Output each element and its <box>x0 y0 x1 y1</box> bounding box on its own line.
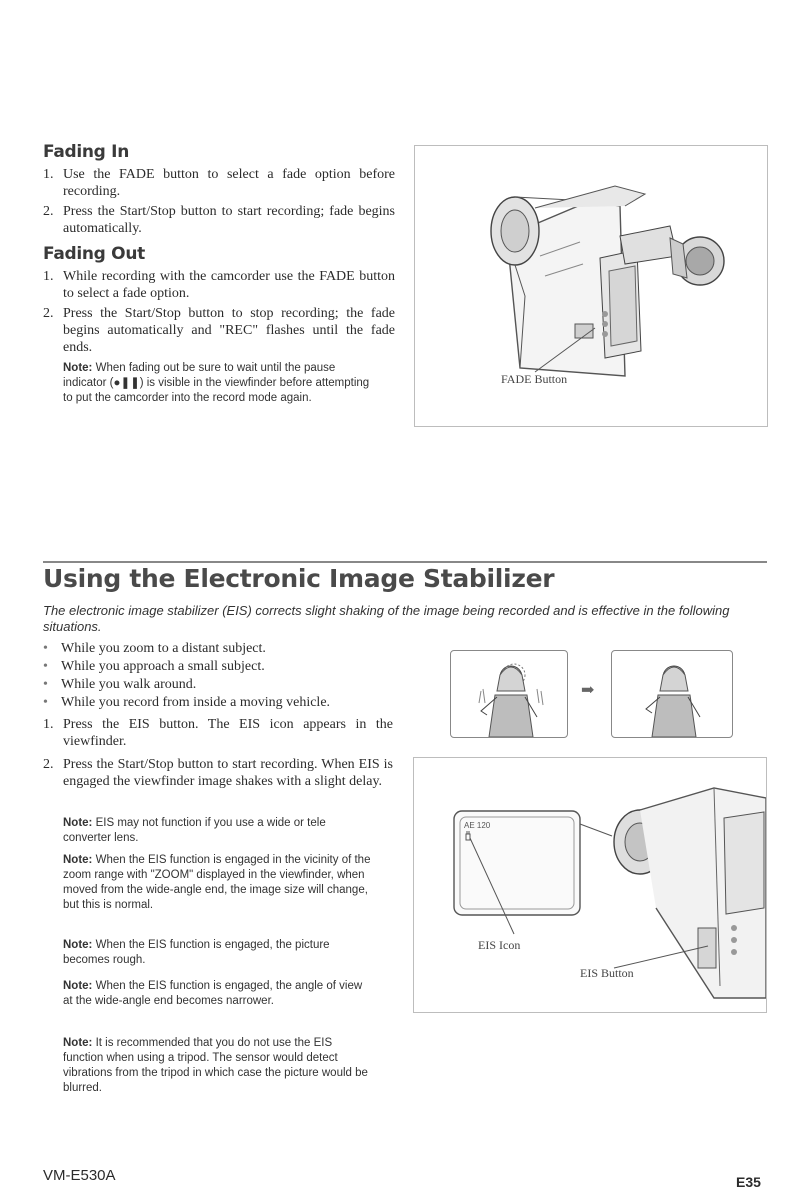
viewfinder-ae-readout: AE 120 <box>464 821 491 830</box>
fading-in-title: Fading In <box>43 142 130 162</box>
step-number: 1. <box>43 717 54 732</box>
person-figure-shaky <box>451 651 567 737</box>
note-label: Note: <box>63 980 93 992</box>
camcorder-illustration <box>415 146 767 426</box>
bullet-text: While you record from inside a moving vehicle. <box>61 695 331 710</box>
bullet-text: While you walk around. <box>61 677 197 692</box>
person-figure-stable <box>612 651 732 737</box>
section-divider <box>43 561 767 563</box>
eis-bullet-4: • While you record from inside a moving vehicle. <box>43 695 331 710</box>
fade-figure <box>414 145 768 427</box>
eis-title: Using the Electronic Image Stabilizer <box>43 564 555 593</box>
note-label: Note: <box>63 1037 93 1049</box>
bullet-text: While you approach a small subject. <box>61 659 265 674</box>
step-number: 2. <box>43 757 54 772</box>
eis-note-5 <box>63 1036 373 1096</box>
fading-in-step-2 <box>43 203 395 237</box>
note-text: When the EIS function is engaged in the vicinity of the zoom range with "ZOOM" displayed in the viewfinder, when moved from the wide-angle end, the image size will change, but this is normal. <box>63 854 371 911</box>
note-text: When the EIS function is engaged, the picture becomes rough. <box>63 939 330 966</box>
step-text: Use the FADE button to select a fade option before recording. <box>63 167 395 199</box>
model-number: VM-E530A <box>43 1167 116 1184</box>
arrow-right-icon: ➡ <box>581 682 595 699</box>
eis-intro: The electronic image stabilizer (EIS) corrects slight shaking of the image being recorded and is effective in the following situations. <box>43 603 730 634</box>
step-number: 1. <box>43 167 54 182</box>
step-text: Press the Start/Stop button to stop recording; the fade begins automatically and "REC" flashes until the fade ends. <box>63 306 395 355</box>
eis-bullet-3: • While you walk around. <box>43 677 197 692</box>
note-text: When the EIS function is engaged, the angle of view at the wide-angle end becomes narrower. <box>63 980 363 1007</box>
eis-step-2 <box>43 756 393 790</box>
step-number: 1. <box>43 269 54 284</box>
note-text: EIS may not function if you use a wide or tele converter lens. <box>63 817 326 844</box>
step-number: 2. <box>43 204 54 219</box>
eis-note-1 <box>63 816 373 846</box>
eis-figure <box>413 757 767 1013</box>
step-text: Press the EIS button. The EIS icon appears in the viewfinder. <box>63 717 393 749</box>
fading-out-note <box>63 361 381 406</box>
eis-note-4 <box>63 979 373 1009</box>
bullet-text: While you zoom to a distant subject. <box>61 641 266 656</box>
fade-button-caption: FADE Button <box>501 372 568 386</box>
eis-button-caption: EIS Button <box>580 966 634 980</box>
eis-bullet-1: • While you zoom to a distant subject. <box>43 641 266 656</box>
eis-icon-caption: EIS Icon <box>478 938 521 952</box>
step-text: While recording with the camcorder use the FADE button to select a fade option. <box>63 269 395 301</box>
note-label: Note: <box>63 817 93 829</box>
fading-out-step-2 <box>43 305 395 356</box>
step-text: Press the Start/Stop button to start recording. When EIS is engaged the viewfinder image shakes with a slight delay. <box>63 757 393 789</box>
step-number: 2. <box>43 306 54 321</box>
eis-note-2 <box>63 853 373 913</box>
eis-bullet-2: • While you approach a small subject. <box>43 659 265 674</box>
page-number: E35 <box>736 1174 761 1190</box>
note-text: It is recommended that you do not use the EIS function when using a tripod. The sensor would detect vibrations from the tripod in which case the picture would be blurred. <box>63 1037 368 1094</box>
shaky-frame <box>450 650 568 738</box>
eis-note-3 <box>63 938 373 968</box>
fading-out-step-1 <box>43 268 395 302</box>
note-text: When fading out be sure to wait until the pause indicator (●❚❚) is visible in the viewfinder before attempting to put the camcorder into the record mode again. <box>63 362 370 404</box>
note-label: Note: <box>63 939 93 951</box>
fading-out-title: Fading Out <box>43 244 145 264</box>
note-label: Note: <box>63 362 93 374</box>
fading-in-step-1 <box>43 166 395 200</box>
eis-step-1 <box>43 716 393 750</box>
step-text: Press the Start/Stop button to start recording; fade begins automatically. <box>63 204 395 236</box>
note-label: Note: <box>63 854 93 866</box>
stable-frame <box>611 650 733 738</box>
